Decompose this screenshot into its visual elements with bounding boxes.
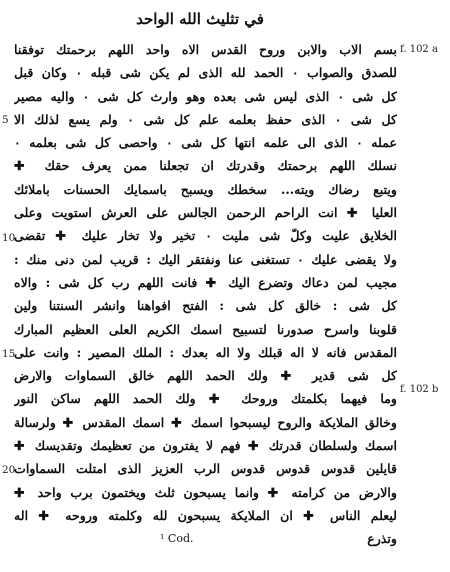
text-line: وخالق الملايكة والروح ليسبحوا اسمك ✚ اسمك المقدس ✚ ولرسالة (14, 414, 397, 430)
footnote: ¹ Cod. (160, 532, 194, 546)
text-line: ويتبع رضاك ويته... سخطك ويسبح باسمايك الحسنات باملائك (14, 181, 397, 197)
text-line: كل شى ۰ الذى حفظ بعلمه علم كل شى ۰ ولم يسع لذلك الا (14, 111, 397, 127)
folio-ref-102a: f. 102 a (400, 44, 438, 55)
text-line: ولا يقضى عليك ۰ تستغنى عنا ونفتقر اليك : قريب لمن دنى منك : (14, 251, 397, 267)
text-line: بسم الاب والابن وروح القدس الاه واحد اللهم برحمتك توفقنا (14, 42, 397, 57)
text-line: عمله ۰ الذى الى علمه انتها كل شى ۰ واحصى كل شى بعلمه ۰ (14, 135, 397, 151)
last-line-text: وتذرع (367, 531, 397, 547)
text-line: المقدس فانه لا اله قبلك ولا اله بعدك : الملك المصير : وانت على (14, 344, 397, 360)
page-title: في تثليث الله الواحد (136, 10, 264, 28)
text-line: للصدق والصواب ۰ الحمد لله الذى لم يكن شى قبله ۰ وكان قبل (14, 65, 397, 81)
text-line: قايلين قدوس قدوس قدوس الرب العزيز الذى امتلت السماوات (14, 461, 397, 477)
text-line: قلوبنا واسرح صدورنا لتسبيح اسمك الكريم العلى العظيم المبارك (14, 321, 397, 337)
text-line: نسلك اللهم برحمتك وقدرتك ان تجعلنا ممن يعرف حقك ✚ (14, 158, 397, 174)
line-number-20: 20 (2, 464, 16, 476)
text-line: العليا ✚ انت الراحم الرحمن الجالس على العرش استويت وعلى (14, 205, 397, 221)
text-line: كل شى : خالق كل شى : الفتح افواهنا وانشر السنتنا ولين (14, 298, 397, 314)
text-line: كل شى ۰ الذى ليس شى بعده وهو وارث كل شى ۰ واليه مصير (14, 88, 397, 104)
line-number-10: 10 (2, 232, 16, 244)
text-line: مجيب لمن دعاك وتضرع اليك ✚ فانت اللهم رب كل شى : والاه (14, 274, 397, 290)
text-line: اسمك ولسلطان قدرتك ✚ فهم لا يفترون من تعظيمك وتقديسك ✚ (14, 438, 397, 454)
text-line: ليعلم الناس ✚ ان الملايكة يسبحون لله وكلمته وروحه ✚ اله (14, 507, 397, 523)
text-line: والارض من كرامته ✚ وانما يسبحون ثلث ويختمون برب واحد ✚ (14, 484, 397, 500)
line-number-15: 15 (2, 348, 16, 360)
body-text (14, 38, 397, 551)
text-line: الخلايق عليت وكلّ شى مليت ۰ تخير ولا تخار عليك ✚ تقضى (14, 228, 397, 244)
folio-ref-102b: f. 102 b (400, 384, 439, 395)
text-line: كل شى قدير ✚ ولك الحمد اللهم خالق السماوات والارض (14, 368, 397, 384)
line-number-5: 5 (2, 114, 9, 126)
text-line: وما فيهما بكلمتك وروحك ✚ ولك الحمد اللهم ساكن النور (14, 391, 397, 407)
text-line-last (14, 527, 397, 550)
